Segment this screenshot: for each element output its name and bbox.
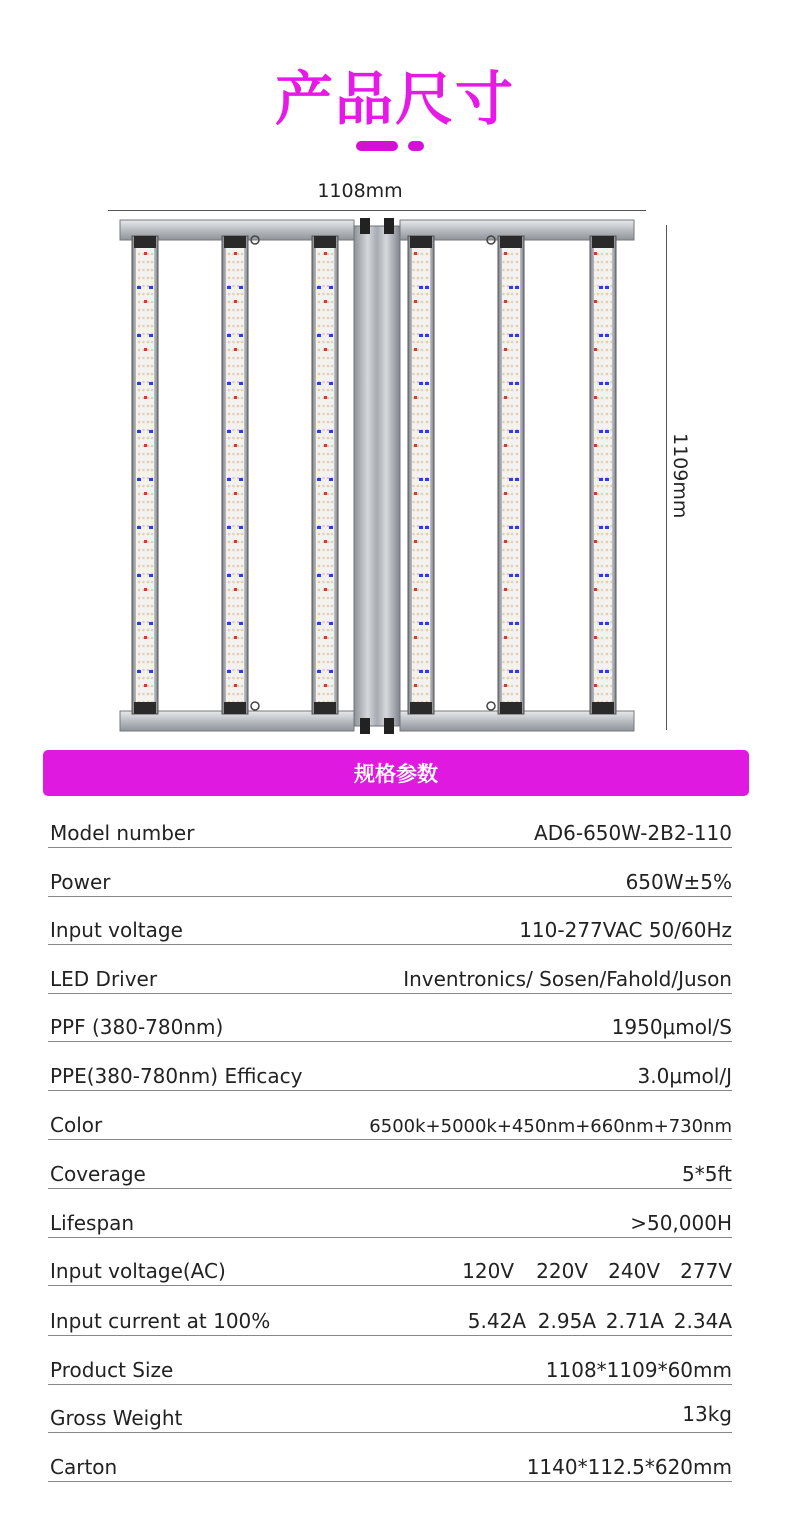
spec-label: PPF (380-780nm)	[50, 1015, 224, 1039]
spec-section-header: 规格参数	[43, 750, 749, 796]
spec-label: Input voltage(AC)	[50, 1259, 226, 1283]
spec-value: 5.42A	[467, 1309, 526, 1333]
spec-value: 3.0μmol/J	[637, 1064, 732, 1088]
spec-row-input-current	[48, 1291, 732, 1336]
spec-value: 5*5ft	[682, 1162, 732, 1186]
spec-label: Power	[50, 870, 111, 894]
spec-row-ppf	[48, 997, 732, 1042]
spec-values	[458, 1309, 732, 1333]
width-dimension-line	[108, 210, 646, 211]
spec-value: 6500k+5000k+450nm+660nm+730nm	[369, 1116, 732, 1137]
spec-value: 2.34A	[673, 1309, 732, 1333]
spec-value: >50,000H	[630, 1211, 732, 1235]
spec-row-coverage	[48, 1144, 732, 1189]
spec-value: 1108*1109*60mm	[545, 1358, 732, 1382]
title-underline-dot	[408, 141, 424, 151]
led-bar	[408, 236, 434, 714]
spec-row-gross-weight	[48, 1388, 732, 1433]
spec-label: Product Size	[50, 1358, 174, 1382]
grow-light-product-image	[118, 218, 636, 734]
spec-row-led-driver	[48, 949, 732, 994]
spec-row-model-number	[48, 803, 732, 848]
page-title: 产品尺寸	[274, 65, 515, 133]
spec-label: Color	[50, 1113, 103, 1137]
spec-row-carton	[48, 1437, 732, 1482]
spec-values	[446, 1259, 732, 1283]
spec-value: 650W±5%	[625, 870, 732, 894]
spec-value: 13kg	[682, 1402, 732, 1426]
spec-label: PPE(380-780nm) Efficacy	[50, 1064, 303, 1088]
led-bar	[498, 236, 524, 714]
spec-row-product-size	[48, 1340, 732, 1385]
spec-row-color	[48, 1095, 732, 1140]
led-bar	[132, 236, 158, 714]
spec-row-input-voltage	[48, 900, 732, 945]
spec-value: AD6-650W-2B2-110	[534, 821, 732, 845]
spec-value: 1140*112.5*620mm	[526, 1455, 732, 1479]
spec-value: 240V	[608, 1259, 660, 1283]
spec-label: Model number	[50, 821, 195, 845]
led-bar	[590, 236, 616, 714]
spec-value: 2.71A	[605, 1309, 664, 1333]
spec-value: 2.95A	[537, 1309, 596, 1333]
spec-row-input-voltage-ac	[48, 1241, 732, 1286]
spec-row-ppe	[48, 1046, 732, 1091]
spec-label: Input voltage	[50, 918, 183, 942]
spec-value: 277V	[680, 1259, 732, 1283]
spec-label: LED Driver	[50, 967, 158, 991]
spec-value: Inventronics/ Sosen/Fahold/Juson	[403, 967, 732, 991]
spec-value: 1950μmol/S	[611, 1015, 732, 1039]
title-underline-long	[356, 141, 398, 151]
led-bar	[222, 236, 248, 714]
height-dimension-line	[666, 225, 667, 730]
spec-value: 120V	[462, 1259, 514, 1283]
led-bar	[312, 236, 338, 714]
spec-label: Input current at 100%	[50, 1309, 271, 1333]
spec-value: 220V	[536, 1259, 588, 1283]
spec-row-power	[48, 852, 732, 897]
width-dimension-label: 1108mm	[317, 180, 403, 202]
spec-label: Coverage	[50, 1162, 146, 1186]
spec-value: 110-277VAC 50/60Hz	[519, 918, 732, 942]
spec-row-lifespan	[48, 1193, 732, 1238]
spec-label: Gross Weight	[50, 1406, 183, 1430]
spec-label: Carton	[50, 1455, 118, 1479]
height-dimension-label: 1109mm	[669, 433, 691, 519]
spec-label: Lifespan	[50, 1211, 135, 1235]
